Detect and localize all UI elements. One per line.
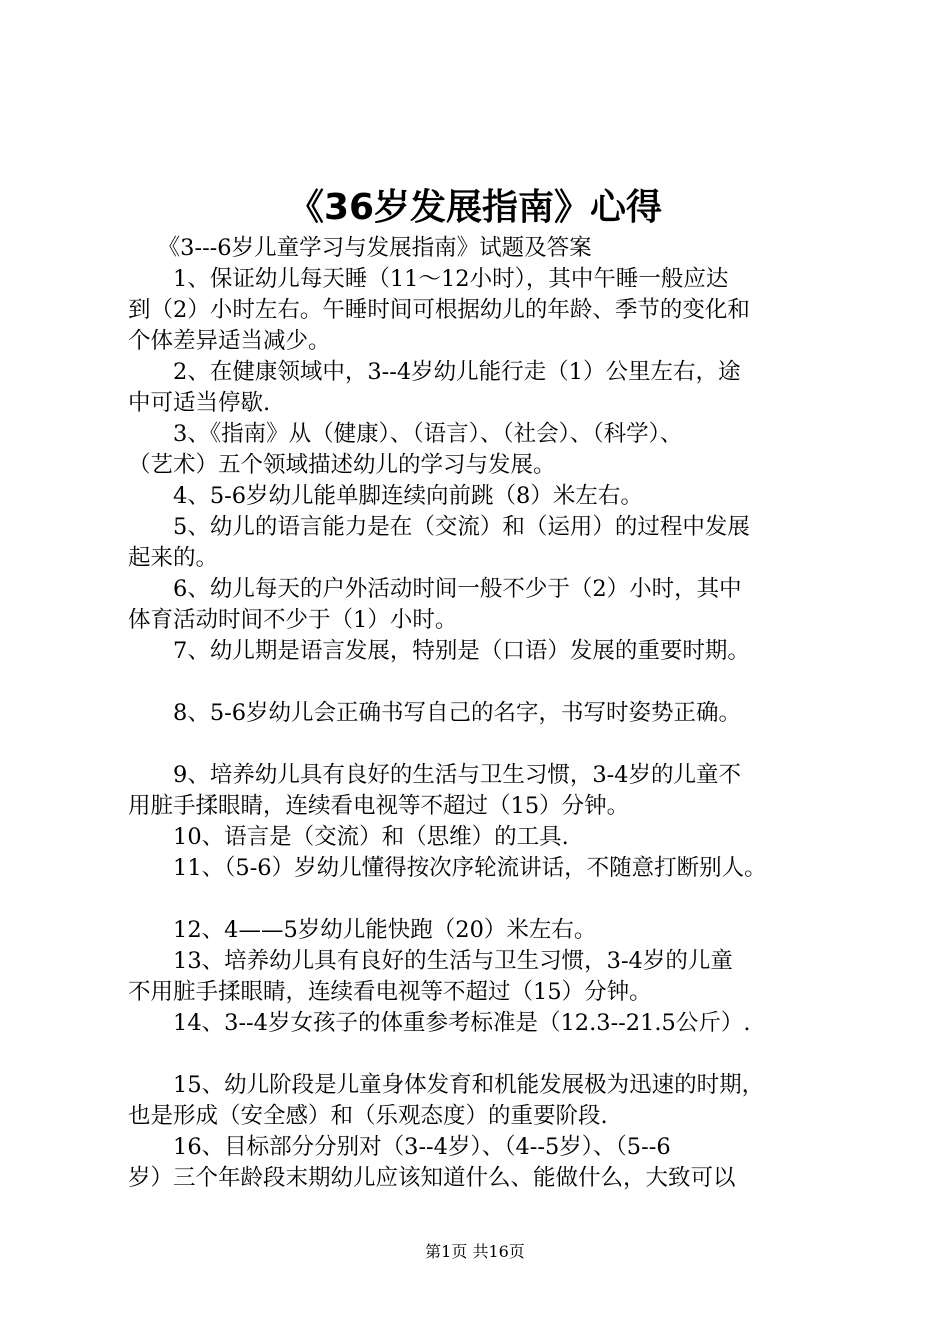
body-line: 4、5-6岁幼儿能单脚连续向前跳（8）米左右。 — [128, 483, 643, 509]
blank-line — [128, 667, 838, 698]
body-line: 也是形成（安全感）和（乐观态度）的重要阶段. — [128, 1103, 608, 1129]
blank-line — [128, 729, 838, 760]
body-line: 14、3--4岁女孩子的体重参考标准是（12.3--21.5公斤）. — [128, 1010, 751, 1036]
body-line: 6、幼儿每天的户外活动时间一般不少于（2）小时，其中 — [128, 576, 742, 602]
body-line: 5、幼儿的语言能力是在（交流）和（运用）的过程中发展 — [128, 514, 750, 540]
body-line: 9、培养幼儿具有良好的生活与卫生习惯，3-4岁的儿童不 — [128, 762, 742, 788]
body-line: 10、语言是（交流）和（思维）的工具. — [128, 824, 569, 850]
body-line: 15、幼儿阶段是儿童身体发育和机能发展极为迅速的时期， — [128, 1072, 765, 1098]
body-line: 11、（5-6）岁幼儿懂得按次序轮流讲话，不随意打断别人。 — [128, 855, 767, 881]
body-line: （艺术）五个领域描述幼儿的学习与发展。 — [128, 452, 556, 478]
body-line: 个体差异适当减少。 — [128, 328, 331, 354]
body-line: 7、幼儿期是语言发展，特别是（口语）发展的重要时期。 — [128, 638, 750, 664]
blank-line — [128, 884, 838, 915]
body-line: 16、目标部分分别对（3--4岁）、（4--5岁）、（5--6 — [128, 1134, 671, 1160]
body-line: 起来的。 — [128, 545, 219, 571]
document-body — [128, 233, 838, 1194]
body-line: 12、4——5岁幼儿能快跑（20）米左右。 — [128, 917, 597, 943]
document-title: 《36岁发展指南》心得 — [287, 187, 663, 228]
body-line: 到（2）小时左右。午睡时间可根据幼儿的年龄、季节的变化和 — [128, 297, 750, 323]
body-line: 岁）三个年龄段末期幼儿应该知道什么、能做什么，大致可以 — [128, 1165, 736, 1191]
blank-line — [128, 1039, 838, 1070]
body-line: 1、保证幼儿每天睡（11～12小时），其中午睡一般应达 — [128, 266, 729, 292]
body-line: 3、《指南》从（健康）、（语言）、（社会）、（科学）、 — [128, 421, 683, 447]
body-line: 13、培养幼儿具有良好的生活与卫生习惯，3-4岁的儿童 — [128, 948, 733, 974]
body-line: 体育活动时间不少于（1）小时。 — [128, 607, 458, 633]
body-line: 用脏手揉眼睛，连续看电视等不超过（15）分钟。 — [128, 793, 630, 819]
body-line: 《3---6岁儿童学习与发展指南》试题及答案 — [128, 235, 592, 261]
page-footer: 第1页 共16页 — [425, 1242, 525, 1261]
body-line: 中可适当停歇. — [128, 390, 271, 416]
body-line: 2、在健康领域中，3--4岁幼儿能行走（1）公里左右，途 — [128, 359, 741, 385]
body-line: 8、5-6岁幼儿会正确书写自己的名字，书写时姿势正确。 — [128, 700, 742, 726]
body-line: 不用脏手揉眼睛，连续看电视等不超过（15）分钟。 — [128, 979, 652, 1005]
